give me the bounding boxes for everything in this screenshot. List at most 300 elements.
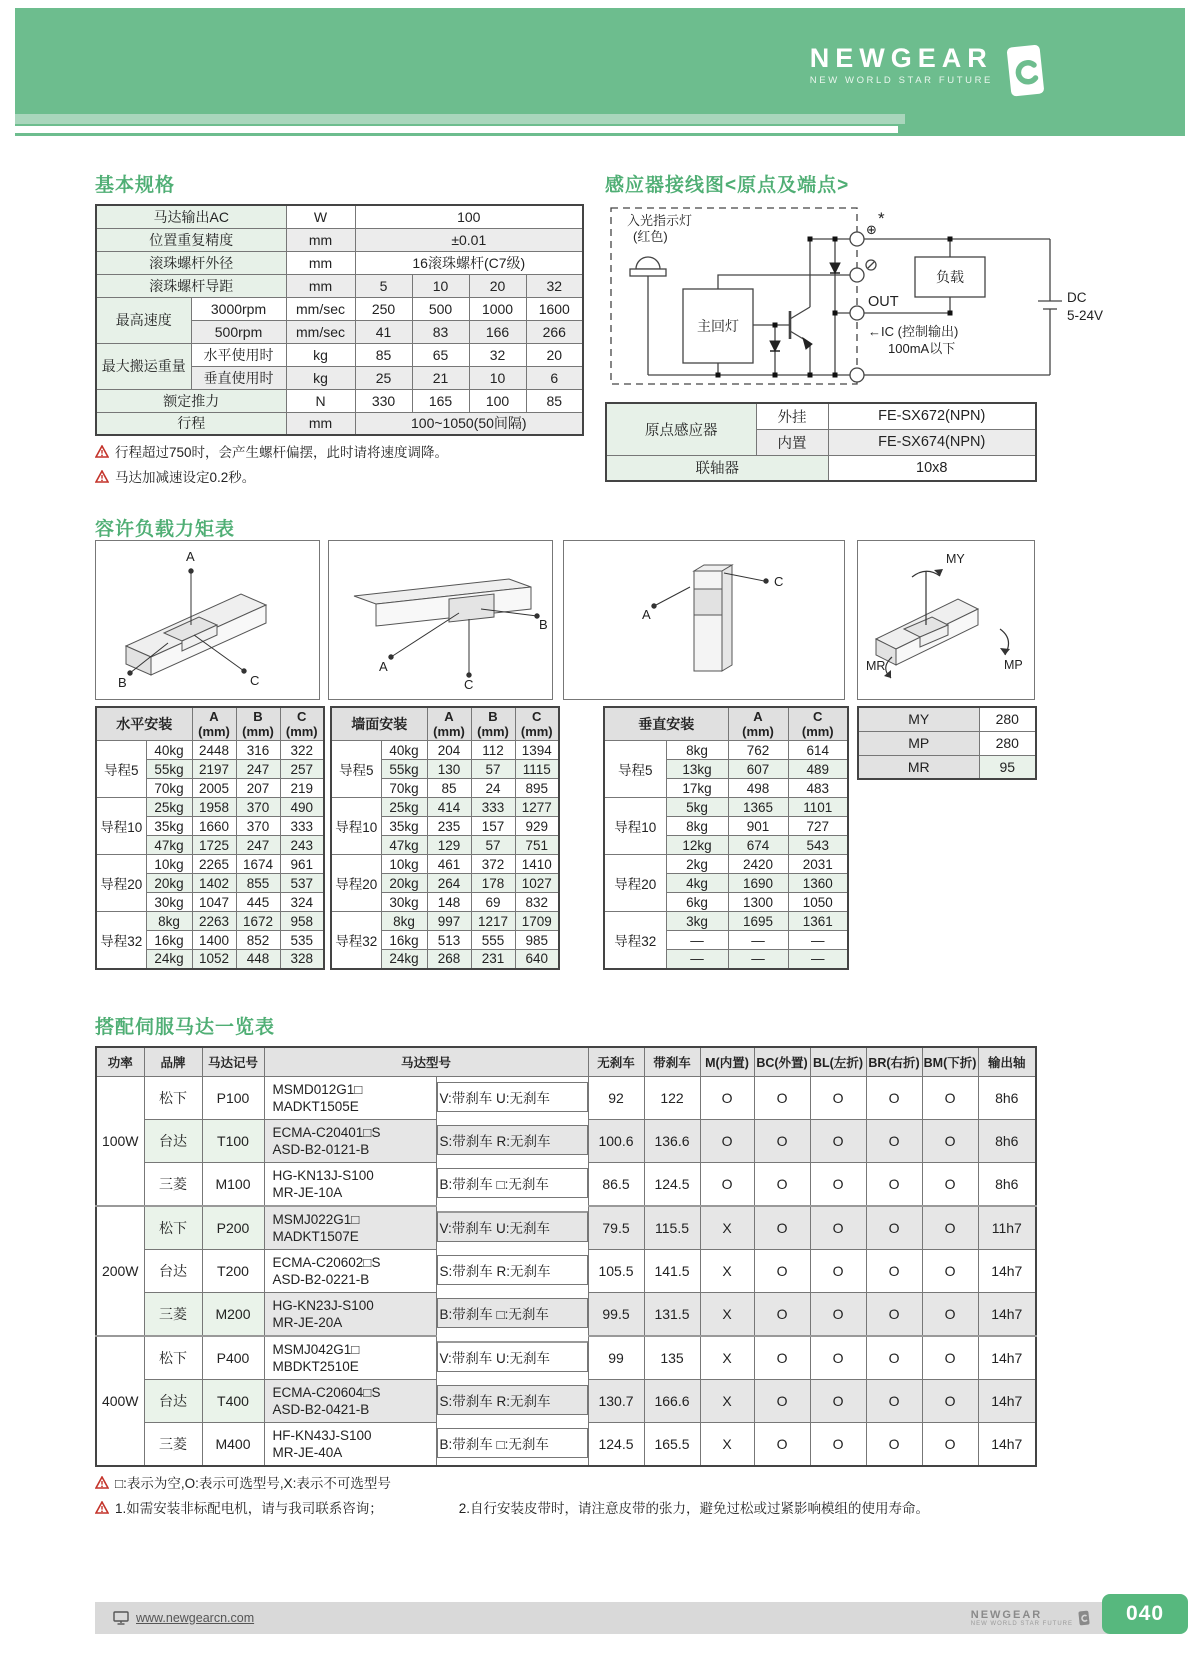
servo-cell: O — [700, 1120, 754, 1163]
lead-group-cell: 导程5 — [604, 741, 666, 798]
lead-group-cell: 导程32 — [604, 912, 666, 969]
load-table-title: 垂直安装 — [604, 707, 728, 741]
table-cell: 最大搬运重量 — [96, 343, 191, 389]
spec-row — [96, 389, 583, 412]
servo-cell: O — [810, 1250, 866, 1293]
servo-cell: 14h7 — [978, 1423, 1036, 1467]
table-cell: 25 — [355, 366, 412, 389]
servo-row — [96, 1120, 1036, 1163]
load-value-cell: 30kg — [381, 893, 427, 912]
load-value-cell: 1360 — [788, 874, 848, 893]
load-value-cell: 207 — [236, 779, 280, 798]
axis-label-b: B — [539, 617, 548, 632]
load-value-cell: 8kg — [666, 741, 728, 760]
load-value-cell: 247 — [236, 760, 280, 779]
load-value-cell: 70kg — [381, 779, 427, 798]
load-value-cell: 10kg — [381, 855, 427, 874]
table-cell: 10 — [469, 366, 526, 389]
servo-row — [96, 1336, 1036, 1380]
table-cell: 100 — [469, 389, 526, 412]
load-value-cell: 674 — [728, 836, 788, 855]
column-header: 功率 — [96, 1047, 144, 1077]
load-value-cell: 264 — [427, 874, 471, 893]
servo-cell: O — [754, 1163, 810, 1207]
table-cell: 联轴器 — [606, 455, 828, 481]
table-cell: 20 — [526, 343, 583, 366]
servo-cell: 松下 — [144, 1077, 202, 1120]
table-cell: MP — [858, 731, 979, 755]
load-value-cell: 370 — [236, 798, 280, 817]
table-cell: FE-SX672(NPN) — [828, 403, 1036, 429]
load-value-cell: 961 — [280, 855, 324, 874]
load-value-cell: 555 — [471, 931, 515, 950]
table-cell: 3000rpm — [191, 297, 286, 320]
newgear-logo-icon — [1005, 44, 1047, 98]
servo-cell: 台达 — [144, 1250, 202, 1293]
servo-cell: O — [754, 1206, 810, 1250]
load-value-cell: 1101 — [788, 798, 848, 817]
servo-motor-section — [95, 1012, 1035, 1517]
table-cell: 250 — [355, 297, 412, 320]
load-value-cell: 235 — [427, 817, 471, 836]
servo-cell: P200 — [202, 1206, 264, 1250]
servo-cell: 79.5 — [588, 1206, 644, 1250]
servo-note — [95, 1497, 1035, 1517]
load-value-cell: 1365 — [728, 798, 788, 817]
brand-logo — [810, 44, 1047, 98]
servo-cell: S:带刹车 R:无刹车 — [437, 1125, 588, 1155]
servo-cell: 131.5 — [644, 1293, 700, 1337]
warning-icon — [95, 1476, 109, 1489]
load-value-cell: 3kg — [666, 912, 728, 931]
load-value-cell: 204 — [427, 741, 471, 760]
load-value-cell: 322 — [280, 741, 324, 760]
servo-cell: T100 — [202, 1120, 264, 1163]
spec-row — [96, 412, 583, 435]
load-value-cell: 20kg — [146, 874, 192, 893]
load-value-cell: 35kg — [146, 817, 192, 836]
servo-cell: O — [700, 1163, 754, 1207]
moment-row — [858, 755, 1036, 779]
origin-sensor-table — [605, 402, 1037, 482]
load-value-cell: 30kg — [146, 893, 192, 912]
load-value-cell: 5kg — [666, 798, 728, 817]
load-value-cell: 324 — [280, 893, 324, 912]
out-label: OUT — [868, 294, 899, 310]
load-value-cell: 751 — [515, 836, 559, 855]
load-value-cell: — — [788, 950, 848, 969]
servo-note-text: □:表示为空,O:表示可选型号,X:表示不可选型号 — [115, 1476, 391, 1491]
load-value-cell: 483 — [788, 779, 848, 798]
basic-spec-title: 基本规格 — [95, 175, 176, 196]
servo-cell: O — [810, 1336, 866, 1380]
servo-cell: O — [810, 1077, 866, 1120]
table-cell: mm — [286, 251, 355, 274]
load-value-cell: 1674 — [236, 855, 280, 874]
servo-cell: 8h6 — [978, 1077, 1036, 1120]
warning-icon — [95, 445, 109, 458]
spec-row — [96, 251, 583, 274]
servo-cell: 三菱 — [144, 1293, 202, 1337]
load-value-cell: 498 — [728, 779, 788, 798]
load-value-cell: 614 — [788, 741, 848, 760]
servo-note-text: 1.如需安装非标配电机，请与我司联系咨询； — [115, 1501, 383, 1516]
spec-note-text: 马达加减速设定0.2秒。 — [115, 470, 256, 485]
load-value-cell: 85 — [427, 779, 471, 798]
column-header: B (mm) — [471, 707, 515, 741]
servo-cell: M100 — [202, 1163, 264, 1207]
servo-cell: 115.5 — [644, 1206, 700, 1250]
load-value-cell: 1027 — [515, 874, 559, 893]
load-value-cell: 2031 — [788, 855, 848, 874]
table-cell: 水平使用时 — [191, 343, 286, 366]
servo-cell: B:带刹车 □:无刹车 — [437, 1168, 588, 1198]
load-table-title: 水平安装 — [96, 707, 192, 741]
servo-cell: 台达 — [144, 1380, 202, 1423]
servo-cell: P400 — [202, 1336, 264, 1380]
load-value-cell: — — [728, 950, 788, 969]
servo-cell: O — [866, 1206, 922, 1250]
servo-row — [96, 1380, 1036, 1423]
servo-cell: B:带刹车 □:无刹车 — [437, 1298, 588, 1328]
load-value-cell: 2420 — [728, 855, 788, 874]
brand-name: NEWGEAR — [809, 43, 993, 73]
table-cell: 马达输出AC — [96, 205, 286, 228]
table-cell: 行程 — [96, 412, 286, 435]
load-value-cell: 129 — [427, 836, 471, 855]
spec-note — [95, 466, 582, 486]
load-value-cell: 55kg — [146, 760, 192, 779]
servo-cell: O — [922, 1206, 978, 1250]
servo-cell: 8h6 — [978, 1163, 1036, 1207]
load-value-cell: 1400 — [192, 931, 236, 950]
spec-note — [95, 441, 582, 461]
footer-logo — [971, 1609, 1090, 1627]
load-value-cell: 8kg — [666, 817, 728, 836]
load-value-cell: 901 — [728, 817, 788, 836]
table-cell: 100~1050(50间隔) — [355, 412, 583, 435]
table-cell: FE-SX674(NPN) — [828, 429, 1036, 455]
load-value-cell: 268 — [427, 950, 471, 969]
lead-group-cell: 导程32 — [331, 912, 381, 969]
load-value-cell: 40kg — [146, 741, 192, 760]
load-row — [96, 741, 324, 760]
servo-cell: 124.5 — [644, 1163, 700, 1207]
table-cell: MY — [858, 707, 979, 731]
load-value-cell: 958 — [280, 912, 324, 931]
load-value-cell: 25kg — [146, 798, 192, 817]
load-value-cell: 448 — [236, 950, 280, 969]
load-table-vertical — [603, 706, 849, 970]
table-cell: 166 — [469, 320, 526, 343]
moment-row — [858, 731, 1036, 755]
table-cell: 280 — [979, 731, 1036, 755]
servo-cell: O — [922, 1336, 978, 1380]
servo-cell: V:带刹车 U:无刹车 — [437, 1082, 588, 1112]
table-cell: 21 — [412, 366, 469, 389]
table-cell: 65 — [412, 343, 469, 366]
load-value-cell: 4kg — [666, 874, 728, 893]
servo-cell: O — [866, 1380, 922, 1423]
load-value-cell: — — [666, 950, 728, 969]
warning-icon — [95, 470, 109, 483]
servo-cell: O — [810, 1293, 866, 1337]
servo-cell: 124.5 — [588, 1423, 644, 1467]
servo-cell: M200 — [202, 1293, 264, 1337]
lead-group-cell: 导程20 — [96, 855, 146, 912]
spec-row — [96, 205, 583, 228]
table-cell: 330 — [355, 389, 412, 412]
servo-cell: 165.5 — [644, 1423, 700, 1467]
servo-cell: O — [922, 1250, 978, 1293]
servo-cell: X — [700, 1250, 754, 1293]
servo-cell: ECMA-C20401□S ASD-B2-0121-B — [264, 1120, 436, 1163]
column-header: 带刹车 — [644, 1047, 700, 1077]
servo-cell: 86.5 — [588, 1163, 644, 1207]
load-section-title: 容许负载力矩表 — [95, 519, 236, 540]
column-header: M(内置) — [700, 1047, 754, 1077]
main-circuit-label: 主回灯 — [697, 318, 739, 334]
load-value-cell: 35kg — [381, 817, 427, 836]
load-row — [331, 741, 559, 760]
servo-cell: O — [754, 1423, 810, 1467]
table-cell: 85 — [355, 343, 412, 366]
load-value-cell: 12kg — [666, 836, 728, 855]
table-cell: 41 — [355, 320, 412, 343]
load-value-cell: 414 — [427, 798, 471, 817]
indicator-label2: (红色) — [633, 229, 668, 244]
load-table-wall — [330, 706, 560, 970]
column-header: BC(外置) — [754, 1047, 810, 1077]
column-header: 品牌 — [144, 1047, 202, 1077]
servo-cell: 122 — [644, 1077, 700, 1120]
servo-cell: 99 — [588, 1336, 644, 1380]
servo-cell: O — [754, 1250, 810, 1293]
load-value-cell: 24kg — [381, 950, 427, 969]
column-header: A (mm) — [728, 707, 788, 741]
servo-cell: O — [866, 1336, 922, 1380]
servo-cell: 136.6 — [644, 1120, 700, 1163]
table-cell: 最高速度 — [96, 297, 191, 343]
servo-cell: O — [754, 1380, 810, 1423]
table-cell: mm — [286, 228, 355, 251]
servo-cell: O — [922, 1163, 978, 1207]
load-value-cell: 640 — [515, 950, 559, 969]
load-row — [604, 741, 848, 760]
load-value-cell: 10kg — [146, 855, 192, 874]
load-value-cell: 6kg — [666, 893, 728, 912]
servo-cell: 14h7 — [978, 1380, 1036, 1423]
column-header: C (mm) — [788, 707, 848, 741]
table-cell: 32 — [469, 343, 526, 366]
servo-row — [96, 1423, 1036, 1467]
servo-cell: X — [700, 1293, 754, 1337]
load-row — [96, 912, 324, 931]
load-value-cell: 47kg — [381, 836, 427, 855]
moment-label-mr: MR — [866, 659, 886, 673]
servo-cell: 台达 — [144, 1120, 202, 1163]
servo-cell: 8h6 — [978, 1120, 1036, 1163]
table-cell: 外挂 — [756, 403, 828, 429]
load-value-cell: 13kg — [666, 760, 728, 779]
servo-cell: HG-KN13J-S100 MR-JE-10A — [264, 1163, 436, 1207]
load-value-cell: 832 — [515, 893, 559, 912]
servo-cell: 11h7 — [978, 1206, 1036, 1250]
table-cell: 1600 — [526, 297, 583, 320]
load-value-cell: 543 — [788, 836, 848, 855]
load-value-cell: 489 — [788, 760, 848, 779]
load-value-cell: 148 — [427, 893, 471, 912]
load-value-cell: 2005 — [192, 779, 236, 798]
ic-label2: 100mA以下 — [888, 341, 956, 356]
load-value-cell: 1052 — [192, 950, 236, 969]
servo-cell: O — [810, 1206, 866, 1250]
table-cell: 32 — [526, 274, 583, 297]
table-cell: 266 — [526, 320, 583, 343]
load-value-cell: 1695 — [728, 912, 788, 931]
brand-logo-text — [810, 44, 993, 86]
servo-row — [96, 1250, 1036, 1293]
load-value-cell: 20kg — [381, 874, 427, 893]
load-value-cell: 57 — [471, 836, 515, 855]
table-cell: N — [286, 389, 355, 412]
load-table-title: 墙面安装 — [331, 707, 427, 741]
table-cell: 10 — [412, 274, 469, 297]
lead-group-cell: 导程10 — [331, 798, 381, 855]
load-row — [331, 912, 559, 931]
table-cell: 280 — [979, 707, 1036, 731]
dc-label: DC — [1067, 290, 1087, 305]
load-value-cell: 47kg — [146, 836, 192, 855]
servo-cell: 松下 — [144, 1336, 202, 1380]
table-cell: 83 — [412, 320, 469, 343]
load-value-cell: 2265 — [192, 855, 236, 874]
load-value-cell: 727 — [788, 817, 848, 836]
column-header: A (mm) — [192, 707, 236, 741]
servo-cell: O — [810, 1423, 866, 1467]
sensor-row — [606, 455, 1036, 481]
load-value-cell: 1217 — [471, 912, 515, 931]
banner-stripe-light — [15, 114, 905, 124]
column-header: BM(下折) — [922, 1047, 978, 1077]
load-value-cell: 333 — [280, 817, 324, 836]
servo-cell: O — [754, 1336, 810, 1380]
load-value-cell: — — [728, 931, 788, 950]
table-cell: 滚珠螺杆导距 — [96, 274, 286, 297]
brand-tagline: NEW WORLD STAR FUTURE — [809, 75, 993, 86]
axis-label-a: A — [642, 607, 651, 622]
axis-label-b: B — [118, 675, 127, 690]
load-diagram-wall — [328, 540, 553, 700]
servo-cell: O — [922, 1380, 978, 1423]
servo-cell: S:带刹车 R:无刹车 — [437, 1255, 588, 1285]
axis-label-c: C — [464, 677, 474, 692]
servo-cell: O — [922, 1120, 978, 1163]
table-cell: MR — [858, 755, 979, 779]
servo-cell: 99.5 — [588, 1293, 644, 1337]
load-value-cell: — — [788, 931, 848, 950]
load-value-cell: 57 — [471, 760, 515, 779]
servo-cell: S:带刹车 R:无刹车 — [437, 1385, 588, 1415]
load-value-cell: 490 — [280, 798, 324, 817]
lead-group-cell: 导程20 — [331, 855, 381, 912]
load-row — [604, 855, 848, 874]
column-header: BL(左折) — [810, 1047, 866, 1077]
load-value-cell: 852 — [236, 931, 280, 950]
power-cell: 400W — [96, 1336, 144, 1466]
column-header: 马达记号 — [202, 1047, 264, 1077]
servo-row — [96, 1293, 1036, 1337]
sensor-wiring-section — [605, 170, 1110, 482]
monitor-icon — [113, 1611, 129, 1625]
table-cell: 165 — [412, 389, 469, 412]
table-cell: W — [286, 205, 355, 228]
sensor-row — [606, 403, 1036, 429]
servo-cell: V:带刹车 U:无刹车 — [437, 1341, 588, 1372]
lead-group-cell: 导程5 — [331, 741, 381, 798]
load-value-cell: 243 — [280, 836, 324, 855]
load-value-cell: 16kg — [381, 931, 427, 950]
basic-spec-section — [95, 170, 582, 486]
load-value-cell: 1277 — [515, 798, 559, 817]
lead-group-cell: 导程32 — [96, 912, 146, 969]
table-cell: 16滚珠螺杆(C7级) — [355, 251, 583, 274]
footer-bar — [95, 1602, 1108, 1634]
spec-row — [96, 274, 583, 297]
servo-cell: 130.7 — [588, 1380, 644, 1423]
load-row — [331, 798, 559, 817]
table-cell: 500rpm — [191, 320, 286, 343]
column-header: C (mm) — [280, 707, 324, 741]
load-value-cell: 997 — [427, 912, 471, 931]
table-cell: 100 — [355, 205, 583, 228]
table-cell: kg — [286, 343, 355, 366]
column-header: 马达型号 — [264, 1047, 588, 1077]
servo-cell: O — [810, 1120, 866, 1163]
load-value-cell: 1690 — [728, 874, 788, 893]
column-header: B (mm) — [236, 707, 280, 741]
warning-icon — [95, 1501, 109, 1514]
column-header: BR(右折) — [866, 1047, 922, 1077]
load-value-cell: 1709 — [515, 912, 559, 931]
servo-cell: B:带刹车 □:无刹车 — [437, 1428, 588, 1458]
load-value-cell: 1958 — [192, 798, 236, 817]
load-diagram-horizontal — [95, 540, 320, 700]
moment-label-mp: MP — [1004, 658, 1023, 672]
servo-cell: O — [866, 1423, 922, 1467]
load-value-cell: 855 — [236, 874, 280, 893]
servo-cell: O — [700, 1077, 754, 1120]
load-value-cell: 257 — [280, 760, 324, 779]
table-cell: 滚珠螺杆外径 — [96, 251, 286, 274]
power-cell: 100W — [96, 1077, 144, 1207]
load-value-cell: 55kg — [381, 760, 427, 779]
load-row — [96, 855, 324, 874]
load-value-cell: 1300 — [728, 893, 788, 912]
load-value-cell: 1725 — [192, 836, 236, 855]
servo-cell: O — [866, 1120, 922, 1163]
banner-stripe-white — [15, 126, 898, 133]
axis-label-c: C — [250, 673, 260, 688]
basic-spec-table — [95, 204, 584, 436]
servo-row — [96, 1077, 1036, 1120]
servo-cell: T400 — [202, 1380, 264, 1423]
load-value-cell: 333 — [471, 798, 515, 817]
lead-group-cell: 导程20 — [604, 855, 666, 912]
axis-label-c: C — [774, 574, 784, 589]
load-value-cell: 985 — [515, 931, 559, 950]
servo-cell: T200 — [202, 1250, 264, 1293]
